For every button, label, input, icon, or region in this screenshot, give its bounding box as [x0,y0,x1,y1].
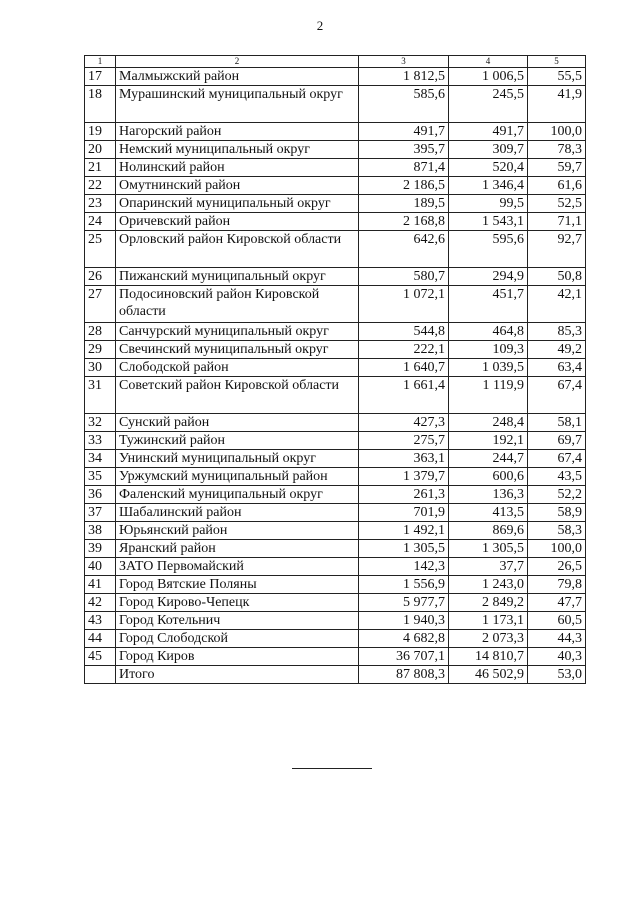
value-col5: 55,5 [528,68,586,86]
table-row [85,576,586,594]
column-header: 4 [449,56,528,68]
row-number: 29 [85,341,116,359]
row-number: 44 [85,630,116,648]
value-col3: 491,7 [359,123,449,141]
value-col4: 244,7 [449,450,528,468]
table-row [85,68,586,86]
value-col5: 58,3 [528,522,586,540]
data-table [84,55,586,684]
value-col5: 92,7 [528,231,586,268]
territory-name: Свечинский муниципальный округ [116,341,359,359]
territory-name: Опаринский муниципальный округ [116,195,359,213]
value-col4: 245,5 [449,86,528,123]
value-col4: 136,3 [449,486,528,504]
value-col3: 5 977,7 [359,594,449,612]
value-col3: 1 492,1 [359,522,449,540]
table-row [85,594,586,612]
territory-name: ЗАТО Первомайский [116,558,359,576]
row-number: 19 [85,123,116,141]
value-col5: 52,2 [528,486,586,504]
table-row [85,159,586,177]
value-col4: 46 502,9 [449,666,528,684]
territory-name: Санчурский муниципальный округ [116,323,359,341]
value-col4: 491,7 [449,123,528,141]
value-col5: 67,4 [528,450,586,468]
value-col4: 1 543,1 [449,213,528,231]
value-col3: 261,3 [359,486,449,504]
row-number: 39 [85,540,116,558]
value-col4: 869,6 [449,522,528,540]
value-col5: 78,3 [528,141,586,159]
table-row [85,432,586,450]
territory-name: Подосиновский район Кировской области [116,286,359,323]
table-row [85,86,586,123]
value-col5: 44,3 [528,630,586,648]
value-col3: 1 556,9 [359,576,449,594]
territory-name: Советский район Кировской области [116,377,359,414]
table-row [85,213,586,231]
value-col4: 1 243,0 [449,576,528,594]
table-row [85,414,586,432]
value-col4: 1 006,5 [449,68,528,86]
table-row [85,468,586,486]
territory-name: Яранский район [116,540,359,558]
territory-name: Орловский район Кировской области [116,231,359,268]
value-col4: 1 039,5 [449,359,528,377]
value-col3: 580,7 [359,268,449,286]
value-col3: 395,7 [359,141,449,159]
row-number: 33 [85,432,116,450]
row-number: 45 [85,648,116,666]
value-col4: 413,5 [449,504,528,522]
table-row [85,341,586,359]
value-col3: 427,3 [359,414,449,432]
row-number: 24 [85,213,116,231]
table-row [85,630,586,648]
value-col4: 192,1 [449,432,528,450]
row-number: 25 [85,231,116,268]
value-col5: 71,1 [528,213,586,231]
value-col5: 59,7 [528,159,586,177]
value-col5: 50,8 [528,268,586,286]
territory-name: Слободской район [116,359,359,377]
column-header: 2 [116,56,359,68]
value-col5: 79,8 [528,576,586,594]
value-col5: 40,3 [528,648,586,666]
table-row [85,141,586,159]
value-col3: 142,3 [359,558,449,576]
column-header: 1 [85,56,116,68]
table-row [85,450,586,468]
value-col5: 67,4 [528,377,586,414]
territory-name: Юрьянский район [116,522,359,540]
row-number: 30 [85,359,116,377]
table-body [85,68,586,684]
row-number: 23 [85,195,116,213]
value-col4: 1 119,9 [449,377,528,414]
row-number: 28 [85,323,116,341]
value-col4: 2 849,2 [449,594,528,612]
territory-name: Город Котельнич [116,612,359,630]
row-number: 38 [85,522,116,540]
value-col4: 1 173,1 [449,612,528,630]
territory-name: Нагорский район [116,123,359,141]
value-col4: 600,6 [449,468,528,486]
column-header: 5 [528,56,586,68]
table-row [85,359,586,377]
value-col3: 1 379,7 [359,468,449,486]
value-col5: 100,0 [528,540,586,558]
value-col3: 1 812,5 [359,68,449,86]
value-col3: 1 072,1 [359,286,449,323]
value-col5: 60,5 [528,612,586,630]
value-col3: 585,6 [359,86,449,123]
value-col4: 595,6 [449,231,528,268]
value-col3: 363,1 [359,450,449,468]
value-col5: 26,5 [528,558,586,576]
row-number: 34 [85,450,116,468]
territory-name: Сунский район [116,414,359,432]
territory-name: Омутнинский район [116,177,359,195]
value-col4: 109,3 [449,341,528,359]
row-number: 43 [85,612,116,630]
territory-name: Город Вятские Поляны [116,576,359,594]
value-col5: 63,4 [528,359,586,377]
table-row [85,231,586,268]
territory-name: Город Киров [116,648,359,666]
table-row [85,558,586,576]
page-number: 2 [316,18,324,33]
table-row [85,540,586,558]
territory-name: Мурашинский муниципальный округ [116,86,359,123]
territory-name: Малмыжский район [116,68,359,86]
territory-name: Нолинский район [116,159,359,177]
total-row [85,666,586,684]
value-col4: 248,4 [449,414,528,432]
value-col3: 1 640,7 [359,359,449,377]
row-number: 26 [85,268,116,286]
territory-name: Пижанский муниципальный округ [116,268,359,286]
column-header: 3 [359,56,449,68]
row-number: 31 [85,377,116,414]
row-number: 17 [85,68,116,86]
value-col4: 99,5 [449,195,528,213]
row-number: 36 [85,486,116,504]
territory-name: Уржумский муниципальный район [116,468,359,486]
value-col3: 275,7 [359,432,449,450]
value-col3: 701,9 [359,504,449,522]
value-col4: 294,9 [449,268,528,286]
row-number: 20 [85,141,116,159]
table-row [85,286,586,323]
value-col5: 41,9 [528,86,586,123]
value-col3: 222,1 [359,341,449,359]
value-col5: 47,7 [528,594,586,612]
value-col4: 451,7 [449,286,528,323]
value-col5: 52,5 [528,195,586,213]
territory-name: Город Слободской [116,630,359,648]
table-row [85,177,586,195]
value-col4: 520,4 [449,159,528,177]
table-row [85,486,586,504]
value-col3: 87 808,3 [359,666,449,684]
row-number [85,666,116,684]
value-col3: 1 305,5 [359,540,449,558]
value-col5: 61,6 [528,177,586,195]
table-header-row [85,56,586,68]
value-col3: 189,5 [359,195,449,213]
table-row [85,323,586,341]
value-col5: 42,1 [528,286,586,323]
table-row [85,123,586,141]
value-col3: 2 168,8 [359,213,449,231]
territory-name: Шабалинский район [116,504,359,522]
value-col3: 36 707,1 [359,648,449,666]
territory-name: Итого [116,666,359,684]
territory-name: Город Кирово-Чепецк [116,594,359,612]
value-col4: 309,7 [449,141,528,159]
value-col4: 2 073,3 [449,630,528,648]
row-number: 42 [85,594,116,612]
value-col5: 58,1 [528,414,586,432]
row-number: 35 [85,468,116,486]
territory-name: Фаленский муниципальный округ [116,486,359,504]
value-col5: 49,2 [528,341,586,359]
value-col3: 1 661,4 [359,377,449,414]
table-row [85,522,586,540]
value-col4: 37,7 [449,558,528,576]
value-col3: 1 940,3 [359,612,449,630]
value-col3: 4 682,8 [359,630,449,648]
value-col5: 69,7 [528,432,586,450]
value-col4: 1 305,5 [449,540,528,558]
row-number: 37 [85,504,116,522]
table-row [85,612,586,630]
row-number: 22 [85,177,116,195]
row-number: 41 [85,576,116,594]
value-col3: 544,8 [359,323,449,341]
row-number: 32 [85,414,116,432]
value-col3: 642,6 [359,231,449,268]
value-col3: 871,4 [359,159,449,177]
territory-name: Немский муниципальный округ [116,141,359,159]
row-number: 18 [85,86,116,123]
value-col4: 1 346,4 [449,177,528,195]
value-col5: 58,9 [528,504,586,522]
value-col5: 100,0 [528,123,586,141]
row-number: 40 [85,558,116,576]
value-col5: 53,0 [528,666,586,684]
value-col4: 14 810,7 [449,648,528,666]
territory-name: Оричевский район [116,213,359,231]
table-row [85,195,586,213]
footer-divider [292,768,372,769]
value-col5: 85,3 [528,323,586,341]
value-col3: 2 186,5 [359,177,449,195]
table-row [85,377,586,414]
table-row [85,268,586,286]
value-col5: 43,5 [528,468,586,486]
table-row [85,504,586,522]
territory-name: Унинский муниципальный округ [116,450,359,468]
row-number: 21 [85,159,116,177]
territory-name: Тужинский район [116,432,359,450]
row-number: 27 [85,286,116,323]
table-row [85,648,586,666]
value-col4: 464,8 [449,323,528,341]
